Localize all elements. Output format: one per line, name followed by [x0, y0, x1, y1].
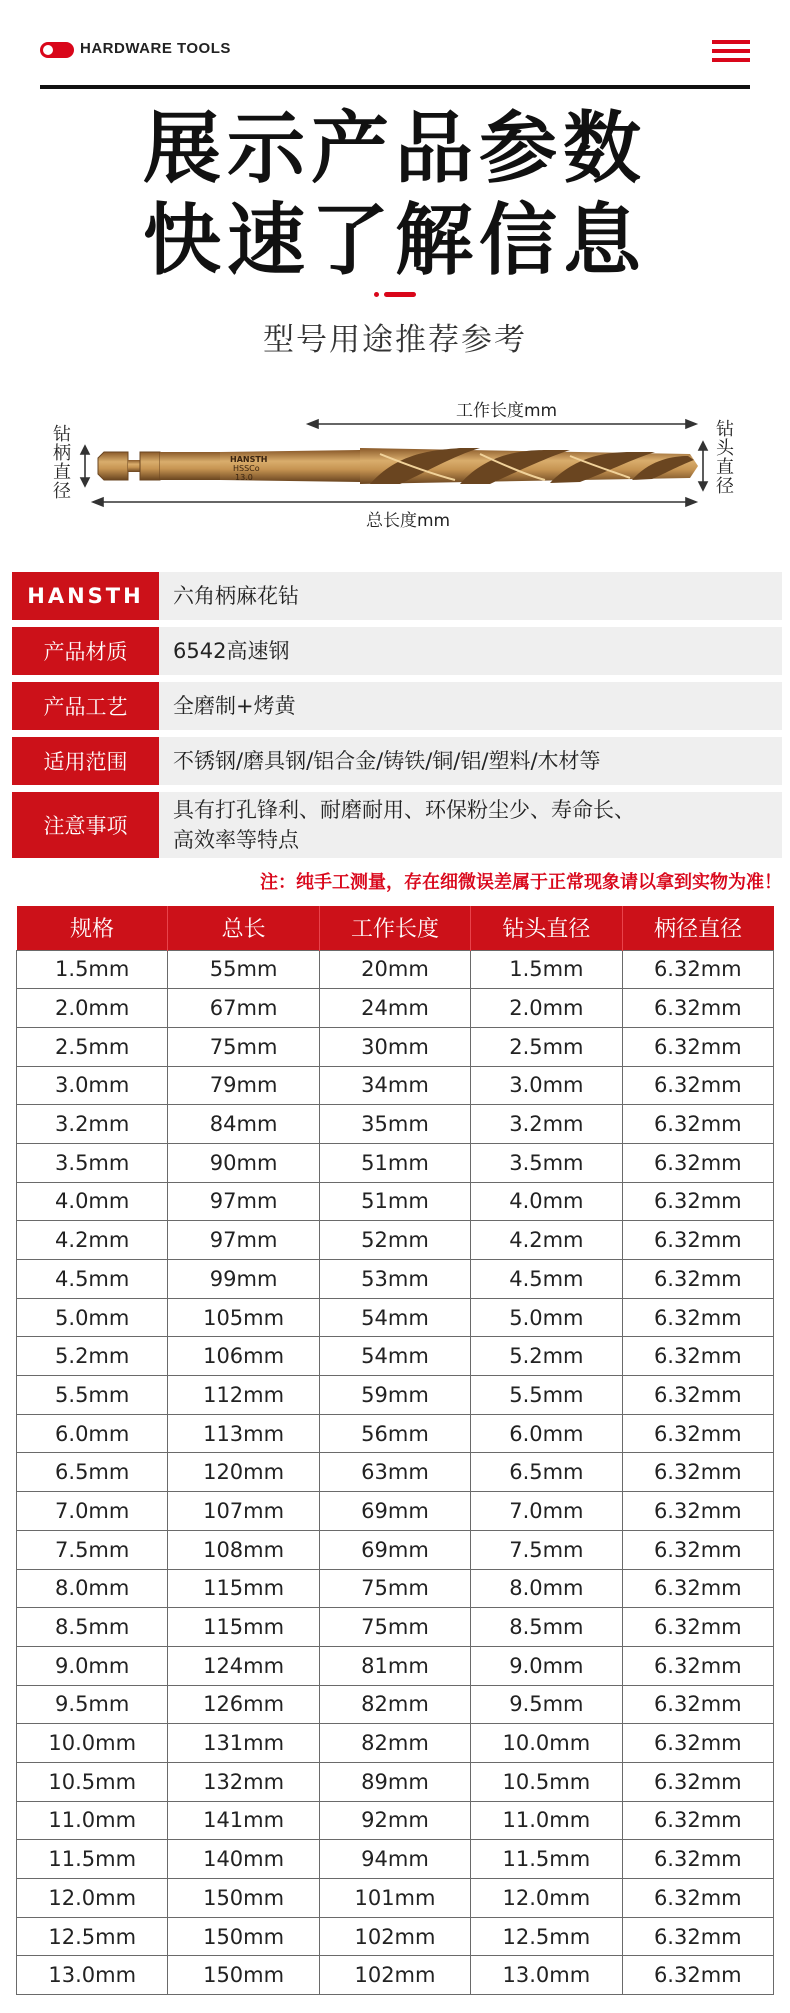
table-cell: 3.2mm: [471, 1105, 622, 1144]
work-length-label: 工作长度mm: [456, 401, 558, 421]
table-cell: 6.32mm: [622, 950, 773, 989]
drill-logo: HANSTH: [230, 455, 268, 464]
table-cell: 108mm: [168, 1530, 319, 1569]
table-row: [17, 1453, 774, 1492]
table-cell: 4.5mm: [17, 1260, 168, 1299]
table-cell: 10.5mm: [17, 1762, 168, 1801]
hamburger-menu-icon[interactable]: [712, 40, 750, 62]
spec-value: [159, 792, 782, 858]
table-cell: 75mm: [319, 1569, 470, 1608]
table-cell: 6.32mm: [622, 1414, 773, 1453]
table-cell: 6.0mm: [471, 1414, 622, 1453]
table-cell: 56mm: [319, 1414, 470, 1453]
table-cell: 8.5mm: [17, 1608, 168, 1647]
table-row: [17, 1066, 774, 1105]
spec-row-process: [12, 682, 782, 730]
table-cell: 30mm: [319, 1027, 470, 1066]
product-name: 六角柄麻花钻: [159, 572, 782, 620]
table-row: [17, 1492, 774, 1531]
table-cell: 5.5mm: [17, 1376, 168, 1415]
table-cell: 51mm: [319, 1143, 470, 1182]
table-cell: 6.32mm: [622, 1762, 773, 1801]
table-row: [17, 1298, 774, 1337]
table-row: [17, 1182, 774, 1221]
table-cell: 115mm: [168, 1569, 319, 1608]
size-table: [16, 906, 774, 1995]
table-cell: 150mm: [168, 1956, 319, 1995]
tip-diameter-arrow: [699, 442, 707, 490]
spec-key: 产品材质: [12, 627, 159, 675]
table-cell: 54mm: [319, 1298, 470, 1337]
table-cell: 3.5mm: [17, 1143, 168, 1182]
total-length-label: 总长度mm: [366, 511, 451, 531]
drill-mark-size: 13.0: [235, 473, 253, 482]
table-cell: 10.5mm: [471, 1762, 622, 1801]
spec-value-line2: 高效率等特点: [173, 828, 299, 852]
table-cell: 12.5mm: [471, 1917, 622, 1956]
spec-key: 产品工艺: [12, 682, 159, 730]
spec-row-material: [12, 627, 782, 675]
table-cell: 8.5mm: [471, 1608, 622, 1647]
table-cell: 97mm: [168, 1221, 319, 1260]
table-row: [17, 1608, 774, 1647]
table-cell: 53mm: [319, 1260, 470, 1299]
table-cell: 1.5mm: [17, 950, 168, 989]
table-cell: 10.0mm: [17, 1724, 168, 1763]
hero-title-line1: 展示产品参数: [142, 104, 647, 194]
table-cell: 6.5mm: [17, 1453, 168, 1492]
table-row: [17, 1840, 774, 1879]
table-cell: 13.0mm: [471, 1956, 622, 1995]
table-cell: 3.2mm: [17, 1105, 168, 1144]
table-cell: 52mm: [319, 1221, 470, 1260]
table-row: [17, 1917, 774, 1956]
top-bar: [40, 36, 750, 64]
table-cell: 105mm: [168, 1298, 319, 1337]
table-cell: 4.2mm: [17, 1221, 168, 1260]
table-cell: 9.0mm: [17, 1646, 168, 1685]
table-cell: 6.32mm: [622, 1840, 773, 1879]
table-header-cell: 钻头直径: [471, 906, 622, 950]
table-cell: 3.0mm: [17, 1066, 168, 1105]
table-cell: 8.0mm: [471, 1569, 622, 1608]
toggle-logo-icon: [40, 42, 74, 58]
table-row: [17, 1646, 774, 1685]
table-row: [17, 1569, 774, 1608]
table-cell: 140mm: [168, 1840, 319, 1879]
table-cell: 101mm: [319, 1879, 470, 1918]
table-cell: 6.32mm: [622, 1569, 773, 1608]
spec-value: 全磨制+烤黄: [159, 682, 782, 730]
table-cell: 54mm: [319, 1337, 470, 1376]
table-row: [17, 1221, 774, 1260]
table-header-row: [17, 906, 774, 950]
table-cell: 120mm: [168, 1453, 319, 1492]
brand-logo: HANSTH: [12, 572, 159, 620]
table-cell: 75mm: [168, 1027, 319, 1066]
table-cell: 59mm: [319, 1376, 470, 1415]
table-cell: 99mm: [168, 1260, 319, 1299]
table-cell: 67mm: [168, 989, 319, 1028]
table-cell: 107mm: [168, 1492, 319, 1531]
table-cell: 97mm: [168, 1182, 319, 1221]
table-header-cell: 规格: [17, 906, 168, 950]
table-row: [17, 1530, 774, 1569]
table-row: [17, 1685, 774, 1724]
table-row: [17, 1956, 774, 1995]
table-cell: 6.32mm: [622, 1260, 773, 1299]
spec-value: 不锈钢/磨具钢/铝合金/铸铁/铜/铝/塑料/木材等: [159, 737, 782, 785]
table-row: [17, 989, 774, 1028]
measurement-note: 注：纯手工测量，存在细微误差属于正常现象请以拿到实物为准！: [260, 872, 782, 893]
table-cell: 124mm: [168, 1646, 319, 1685]
brand-text: HARDWARE TOOLS: [80, 40, 231, 57]
table-cell: 102mm: [319, 1956, 470, 1995]
table-cell: 12.5mm: [17, 1917, 168, 1956]
table-row: [17, 1724, 774, 1763]
section-subtitle: 型号用途推荐参考: [263, 322, 527, 358]
table-cell: 6.32mm: [622, 1221, 773, 1260]
shank-diameter-arrow: [81, 446, 89, 486]
work-length-arrow: [308, 420, 696, 428]
table-cell: 92mm: [319, 1801, 470, 1840]
table-cell: 113mm: [168, 1414, 319, 1453]
table-cell: 126mm: [168, 1685, 319, 1724]
table-cell: 132mm: [168, 1762, 319, 1801]
table-cell: 12.0mm: [17, 1879, 168, 1918]
table-row: [17, 1105, 774, 1144]
table-header-cell: 总长: [168, 906, 319, 950]
table-cell: 150mm: [168, 1917, 319, 1956]
table-cell: 82mm: [319, 1724, 470, 1763]
table-row: [17, 1376, 774, 1415]
spec-row-notes: [12, 792, 782, 858]
table-cell: 6.32mm: [622, 1376, 773, 1415]
table-cell: 5.0mm: [471, 1298, 622, 1337]
table-cell: 3.0mm: [471, 1066, 622, 1105]
table-cell: 131mm: [168, 1724, 319, 1763]
total-length-arrow: [93, 498, 696, 506]
table-cell: 6.32mm: [622, 1143, 773, 1182]
table-cell: 11.5mm: [471, 1840, 622, 1879]
table-header-cell: 工作长度: [319, 906, 470, 950]
table-cell: 10.0mm: [471, 1724, 622, 1763]
table-cell: 63mm: [319, 1453, 470, 1492]
header-divider: [40, 85, 750, 89]
table-cell: 6.32mm: [622, 1027, 773, 1066]
table-cell: 6.32mm: [622, 1530, 773, 1569]
table-cell: 7.0mm: [17, 1492, 168, 1531]
table-cell: 84mm: [168, 1105, 319, 1144]
drill-bit-drawing: [0, 380, 790, 550]
accent-mark: [374, 292, 416, 297]
drill-flutes: [360, 448, 698, 484]
table-cell: 34mm: [319, 1066, 470, 1105]
table-cell: 6.5mm: [471, 1453, 622, 1492]
table-cell: 6.32mm: [622, 1685, 773, 1724]
table-row: [17, 1414, 774, 1453]
hex-shank-icon: [98, 450, 360, 482]
table-cell: 6.32mm: [622, 1917, 773, 1956]
table-header-cell: 柄径直径: [622, 906, 773, 950]
table-cell: 51mm: [319, 1182, 470, 1221]
table-cell: 6.32mm: [622, 989, 773, 1028]
table-row: [17, 1337, 774, 1376]
table-cell: 5.2mm: [17, 1337, 168, 1376]
table-cell: 102mm: [319, 1917, 470, 1956]
table-cell: 6.32mm: [622, 1801, 773, 1840]
table-row: [17, 1801, 774, 1840]
table-cell: 6.32mm: [622, 1066, 773, 1105]
table-cell: 6.32mm: [622, 1879, 773, 1918]
table-cell: 141mm: [168, 1801, 319, 1840]
table-cell: 4.2mm: [471, 1221, 622, 1260]
table-cell: 81mm: [319, 1646, 470, 1685]
table-row: [17, 1879, 774, 1918]
spec-key: 适用范围: [12, 737, 159, 785]
table-cell: 35mm: [319, 1105, 470, 1144]
table-row: [17, 1762, 774, 1801]
table-cell: 6.32mm: [622, 1724, 773, 1763]
table-cell: 4.0mm: [471, 1182, 622, 1221]
table-cell: 6.32mm: [622, 1453, 773, 1492]
table-row: [17, 1143, 774, 1182]
table-cell: 4.0mm: [17, 1182, 168, 1221]
table-cell: 6.32mm: [622, 1337, 773, 1376]
table-cell: 5.5mm: [471, 1376, 622, 1415]
table-cell: 6.32mm: [622, 1492, 773, 1531]
table-cell: 106mm: [168, 1337, 319, 1376]
table-cell: 11.5mm: [17, 1840, 168, 1879]
table-cell: 4.5mm: [471, 1260, 622, 1299]
spec-row-brand: [12, 572, 782, 620]
table-cell: 5.2mm: [471, 1337, 622, 1376]
table-cell: 9.5mm: [471, 1685, 622, 1724]
table-cell: 2.0mm: [471, 989, 622, 1028]
spec-key: 注意事项: [12, 792, 159, 858]
table-cell: 9.0mm: [471, 1646, 622, 1685]
table-cell: 69mm: [319, 1492, 470, 1531]
table-cell: 112mm: [168, 1376, 319, 1415]
table-cell: 2.5mm: [471, 1027, 622, 1066]
table-cell: 79mm: [168, 1066, 319, 1105]
table-cell: 6.32mm: [622, 1646, 773, 1685]
table-cell: 69mm: [319, 1530, 470, 1569]
table-cell: 150mm: [168, 1879, 319, 1918]
table-cell: 7.0mm: [471, 1492, 622, 1531]
table-cell: 89mm: [319, 1762, 470, 1801]
table-cell: 3.5mm: [471, 1143, 622, 1182]
table-cell: 11.0mm: [471, 1801, 622, 1840]
drill-mark-material: HSSCo: [233, 464, 260, 473]
table-row: [17, 1260, 774, 1299]
table-cell: 13.0mm: [17, 1956, 168, 1995]
table-cell: 12.0mm: [471, 1879, 622, 1918]
table-cell: 6.32mm: [622, 1105, 773, 1144]
table-cell: 6.32mm: [622, 1608, 773, 1647]
table-cell: 2.0mm: [17, 989, 168, 1028]
table-cell: 11.0mm: [17, 1801, 168, 1840]
shank-diameter-label: 钻 柄 直 径: [53, 424, 71, 502]
hero-title-line2: 快速了解信息: [142, 196, 647, 286]
spec-row-scope: [12, 737, 782, 785]
table-cell: 9.5mm: [17, 1685, 168, 1724]
spec-value-line1: 具有打孔锋利、耐磨耐用、环保粉尘少、寿命长、: [173, 798, 635, 822]
table-cell: 5.0mm: [17, 1298, 168, 1337]
table-cell: 82mm: [319, 1685, 470, 1724]
table-row: [17, 1027, 774, 1066]
table-cell: 1.5mm: [471, 950, 622, 989]
drill-diagram: [0, 380, 790, 550]
spec-value: 6542高速钢: [159, 627, 782, 675]
table-cell: 20mm: [319, 950, 470, 989]
table-cell: 2.5mm: [17, 1027, 168, 1066]
tip-diameter-label: 钻 头 直 径: [716, 419, 734, 497]
table-row: [17, 950, 774, 989]
table-cell: 24mm: [319, 989, 470, 1028]
table-cell: 90mm: [168, 1143, 319, 1182]
table-cell: 6.0mm: [17, 1414, 168, 1453]
table-cell: 6.32mm: [622, 1956, 773, 1995]
table-cell: 115mm: [168, 1608, 319, 1647]
table-cell: 94mm: [319, 1840, 470, 1879]
table-cell: 75mm: [319, 1608, 470, 1647]
table-cell: 6.32mm: [622, 1182, 773, 1221]
table-cell: 7.5mm: [471, 1530, 622, 1569]
table-cell: 8.0mm: [17, 1569, 168, 1608]
table-cell: 6.32mm: [622, 1298, 773, 1337]
table-cell: 55mm: [168, 950, 319, 989]
table-cell: 7.5mm: [17, 1530, 168, 1569]
